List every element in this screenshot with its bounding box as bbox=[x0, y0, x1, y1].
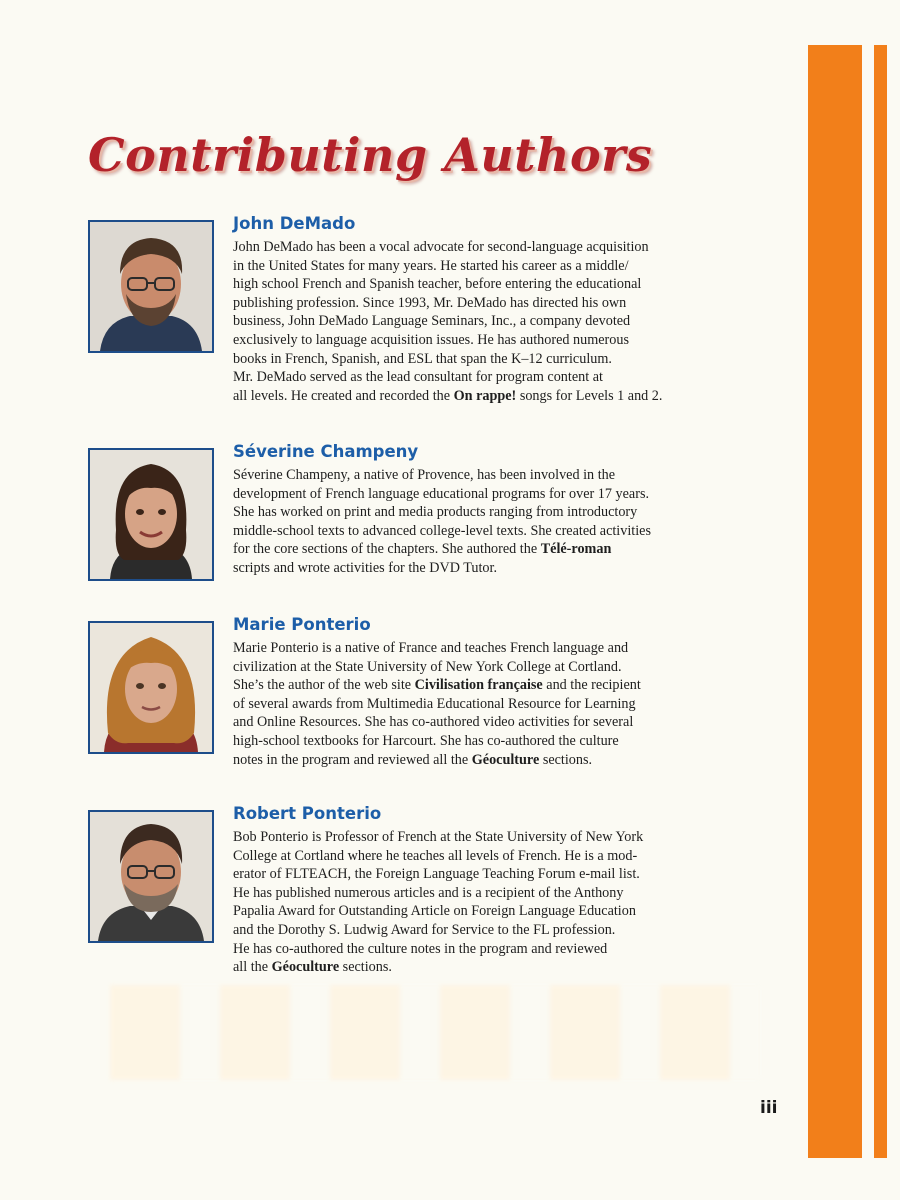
background-watermark bbox=[110, 985, 760, 1080]
bio-line: all levels. He created and recorded the On rappe! songs for Levels 1 and 2. bbox=[233, 387, 663, 404]
bold-title: Géoculture bbox=[471, 751, 540, 768]
bio-line: John DeMado has been a vocal advocate for second-language acquisition bbox=[233, 239, 649, 255]
page-number: iii bbox=[760, 1098, 778, 1118]
bold-title: Civilisation française bbox=[414, 677, 543, 694]
bio-line: She has worked on print and media products ranging from introductory bbox=[233, 504, 638, 521]
bio-line: Mr. DeMado served as the lead consultant for program content at bbox=[233, 369, 603, 386]
bio-line: He has published numerous articles and is a recipient of the Anthony bbox=[233, 884, 624, 901]
bio-line: Papalia Award for Outstanding Article on Foreign Language Education bbox=[233, 903, 636, 920]
orange-side-stripe bbox=[808, 45, 862, 1158]
bio-line: high-school textbooks for Harcourt. She has co-authored the culture bbox=[233, 732, 619, 749]
bio-line: for the core sections of the chapters. She authored the Télé-roman bbox=[233, 541, 612, 558]
bio-line: middle-school texts to advanced college-level texts. She created activities bbox=[233, 522, 651, 539]
bio-line: She’s the author of the web site Civilisation française and the recipient bbox=[233, 677, 641, 694]
bold-title: On rappe! bbox=[453, 387, 517, 404]
bio-line: high school French and Spanish teacher, before entering the educational bbox=[233, 276, 642, 293]
bio-line: Bob Ponterio is Professor of French at the State University of New York bbox=[233, 829, 644, 845]
bio-line: scripts and wrote activities for the DVD Tutor. bbox=[233, 559, 498, 576]
author-photo bbox=[88, 810, 214, 943]
orange-side-stripe-thin bbox=[874, 45, 887, 1158]
author-bio bbox=[233, 828, 713, 977]
bio-line: publishing profession. Since 1993, Mr. DeMado has directed his own bbox=[233, 294, 627, 311]
author-name: Robert Ponterio bbox=[233, 804, 382, 823]
bio-line: Séverine Champeny, a native of Provence, has been involved in the bbox=[233, 467, 616, 483]
bio-line: civilization at the State University of New York College at Cortland. bbox=[233, 658, 622, 675]
bio-line: Marie Ponterio is a native of France and teaches French language and bbox=[233, 640, 629, 656]
bold-title: Télé-roman bbox=[540, 541, 612, 558]
bio-line: College at Cortland where he teaches all levels of French. He is a mod- bbox=[233, 847, 638, 864]
author-photo bbox=[88, 220, 214, 353]
author-name: Séverine Champeny bbox=[233, 442, 419, 461]
bold-title: Géoculture bbox=[271, 959, 340, 976]
author-bio bbox=[233, 238, 713, 405]
bio-line: books in French, Spanish, and ESL that span the K–12 curriculum. bbox=[233, 350, 612, 367]
bio-line: exclusively to language acquisition issues. He has authored numerous bbox=[233, 331, 629, 348]
author-name: Marie Ponterio bbox=[233, 615, 371, 634]
author-bio bbox=[233, 639, 713, 769]
author-photo bbox=[88, 621, 214, 754]
bio-line: development of French language educational programs for over 17 years. bbox=[233, 485, 650, 502]
bio-line: and the Dorothy S. Ludwig Award for Service to the FL profession. bbox=[233, 921, 616, 938]
bio-line: notes in the program and reviewed all the Géoculture sections. bbox=[233, 751, 593, 768]
bio-line: erator of FLTEACH, the Foreign Language Teaching Forum e-mail list. bbox=[233, 866, 640, 883]
bio-line: in the United States for many years. He started his career as a middle/ bbox=[233, 257, 629, 274]
author-name: John DeMado bbox=[233, 214, 356, 233]
bio-line: business, John DeMado Language Seminars, Inc., a company devoted bbox=[233, 313, 631, 330]
author-photo bbox=[88, 448, 214, 581]
author-bio bbox=[233, 466, 713, 578]
bio-line: all the Géoculture sections. bbox=[233, 959, 392, 976]
bio-line: and Online Resources. She has co-authored video activities for several bbox=[233, 714, 634, 731]
bio-line: He has co-authored the culture notes in the program and reviewed bbox=[233, 940, 608, 957]
bio-line: of several awards from Multimedia Educational Resource for Learning bbox=[233, 695, 636, 712]
page-heading: Contributing Authors bbox=[88, 128, 653, 182]
